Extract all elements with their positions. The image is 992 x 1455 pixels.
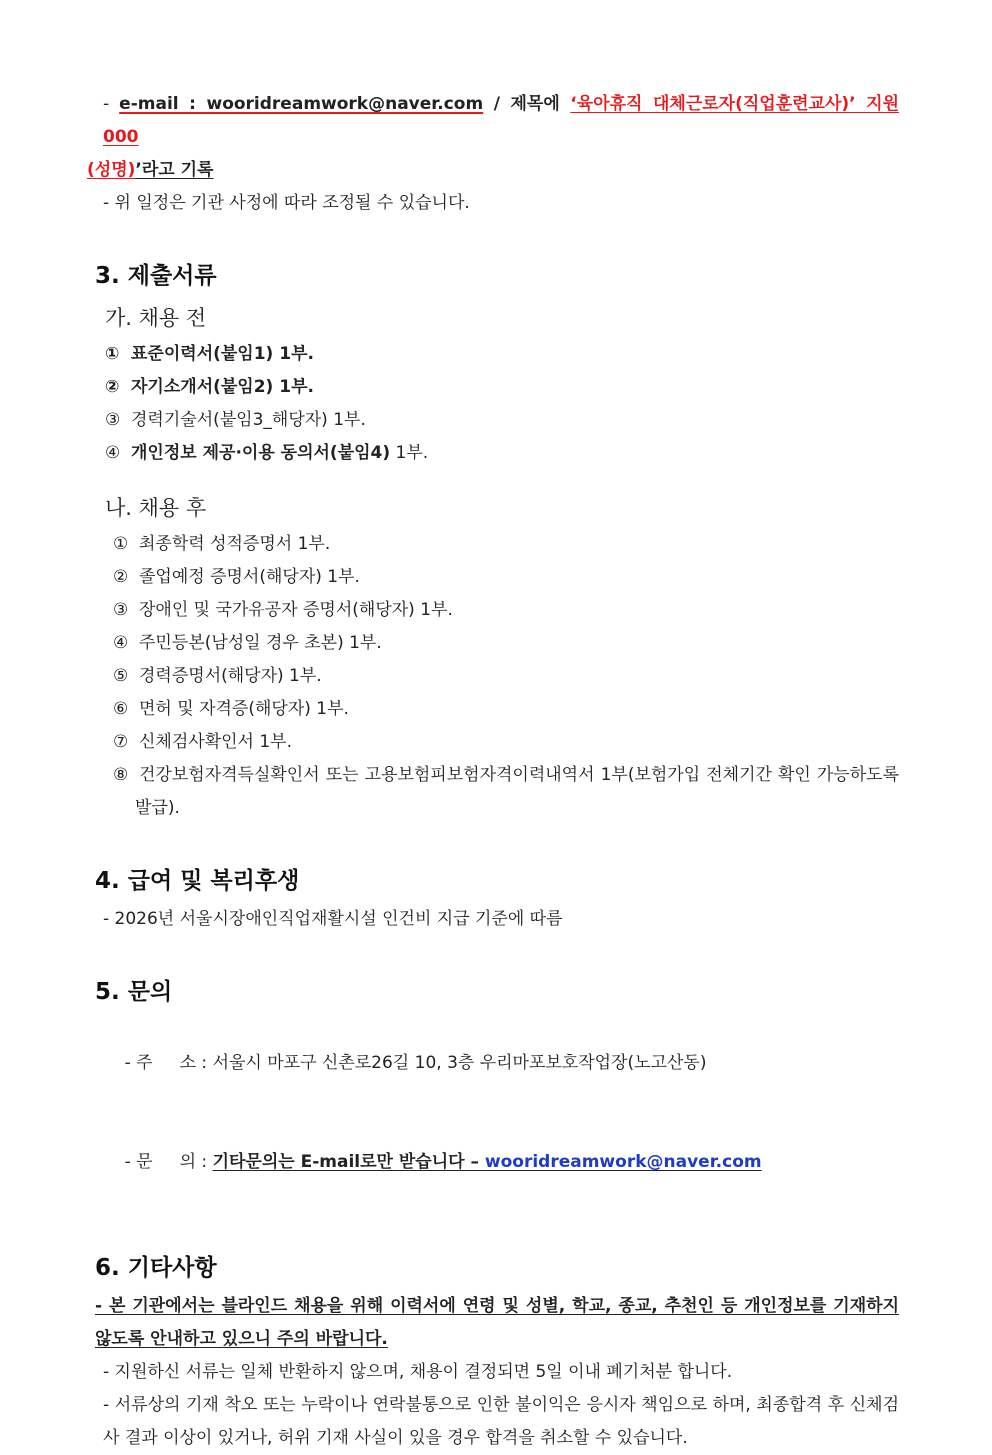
salary-note: - 2026년 서울시장애인직업재활시설 인건비 지급 기준에 따름 xyxy=(103,909,563,929)
after-item: ④ 주민등본(남성일 경우 초본) 1부. xyxy=(113,633,382,653)
email-instruction-cont: (성명)’라고 기록 xyxy=(87,160,214,180)
address-value: 서울시 마포구 신촌로26길 10, 3층 우리마포보호작업장(노고산동) xyxy=(212,1053,707,1073)
after-item: ⑧ 건강보험자격득실확인서 또는 고용보험피보험자격이력내역서 1부(보험가입 전체기간 확인 가능하도록 발급). xyxy=(113,765,899,818)
after-item: ⑤ 경력증명서(해당자) 1부. xyxy=(113,666,322,686)
contact-note: 기타문의는 E-mail로만 받습니다 – xyxy=(212,1152,485,1172)
after-item: ⑥ 면허 및 자격증(해당자) 1부. xyxy=(113,699,349,719)
after-item: ⑦ 신체검사확인서 1부. xyxy=(113,732,292,752)
address-label: - 주 소 : xyxy=(124,1053,213,1073)
after-item: ③ 장애인 및 국가유공자 증명서(해당자) 1부. xyxy=(113,600,453,620)
section-5-title: 5. 문의 xyxy=(95,979,173,1005)
email-address-link[interactable]: wooridreamwork@naver.com xyxy=(206,94,484,114)
liability-note: - 서류상의 기재 착오 또는 누락이나 연락불통으로 인한 불이익은 응시자 책임으로 하며, 최종합격 후 신체검사 결과 이상이 있거나, 허위 기재 사실이 있을 경우 합격을 취소할 수 있습니다. xyxy=(103,1395,899,1448)
document-return-note: - 지원하신 서류는 일체 반환하지 않으며, 채용이 결정되면 5일 이내 폐기처분 합니다. xyxy=(103,1362,733,1382)
after-item: ① 최종학력 성적증명서 1부. xyxy=(113,534,331,554)
section-6-title: 6. 기타사항 xyxy=(95,1255,217,1281)
document-page xyxy=(87,88,900,1455)
schedule-note: - 위 일정은 기관 사정에 따라 조정될 수 있습니다. xyxy=(103,193,470,213)
doc-item-self-intro: ② 자기소개서(붙임2) 1부. xyxy=(105,377,314,397)
contact-label: - 문 의 : xyxy=(124,1152,213,1172)
blind-hiring-notice: - 본 기관에서는 블라인드 채용을 위해 이력서에 연령 및 성별, 학교, 종교, 추천인 등 개인정보를 기재하지 않도록 안내하고 있으니 주의 바랍니다. xyxy=(95,1296,899,1349)
address-row xyxy=(95,1014,899,1113)
email-label: e-mail : xyxy=(119,94,207,114)
section-4-title: 4. 급여 및 복리후생 xyxy=(95,868,300,894)
contact-row xyxy=(95,1113,899,1212)
section-3-title: 3. 제출서류 xyxy=(95,263,217,289)
doc-item-career: ③ 경력기술서(붙임3_해당자) 1부. xyxy=(105,410,366,430)
contact-email-link[interactable]: wooridreamwork@naver.com xyxy=(484,1152,762,1172)
doc-item-privacy-consent: ④ 개인정보 제공·이용 동의서(붙임4) 1부. xyxy=(105,443,429,463)
email-subject-format: ‘육아휴직 대체근로자(직업훈련교사)’ 지원 000 xyxy=(103,94,900,147)
email-instruction: - e-mail : wooridreamwork@naver.com / 제목에 ‘육아휴직 대체근로자(직업훈련교사)’ 지원 000 xyxy=(103,94,900,147)
doc-item-resume: ① 표준이력서(붙임1) 1부. xyxy=(105,344,314,364)
after-hiring-heading: 나. 채용 후 xyxy=(105,496,207,520)
after-item: ② 졸업예정 증명서(해당자) 1부. xyxy=(113,567,360,587)
before-hiring-heading: 가. 채용 전 xyxy=(105,306,207,330)
